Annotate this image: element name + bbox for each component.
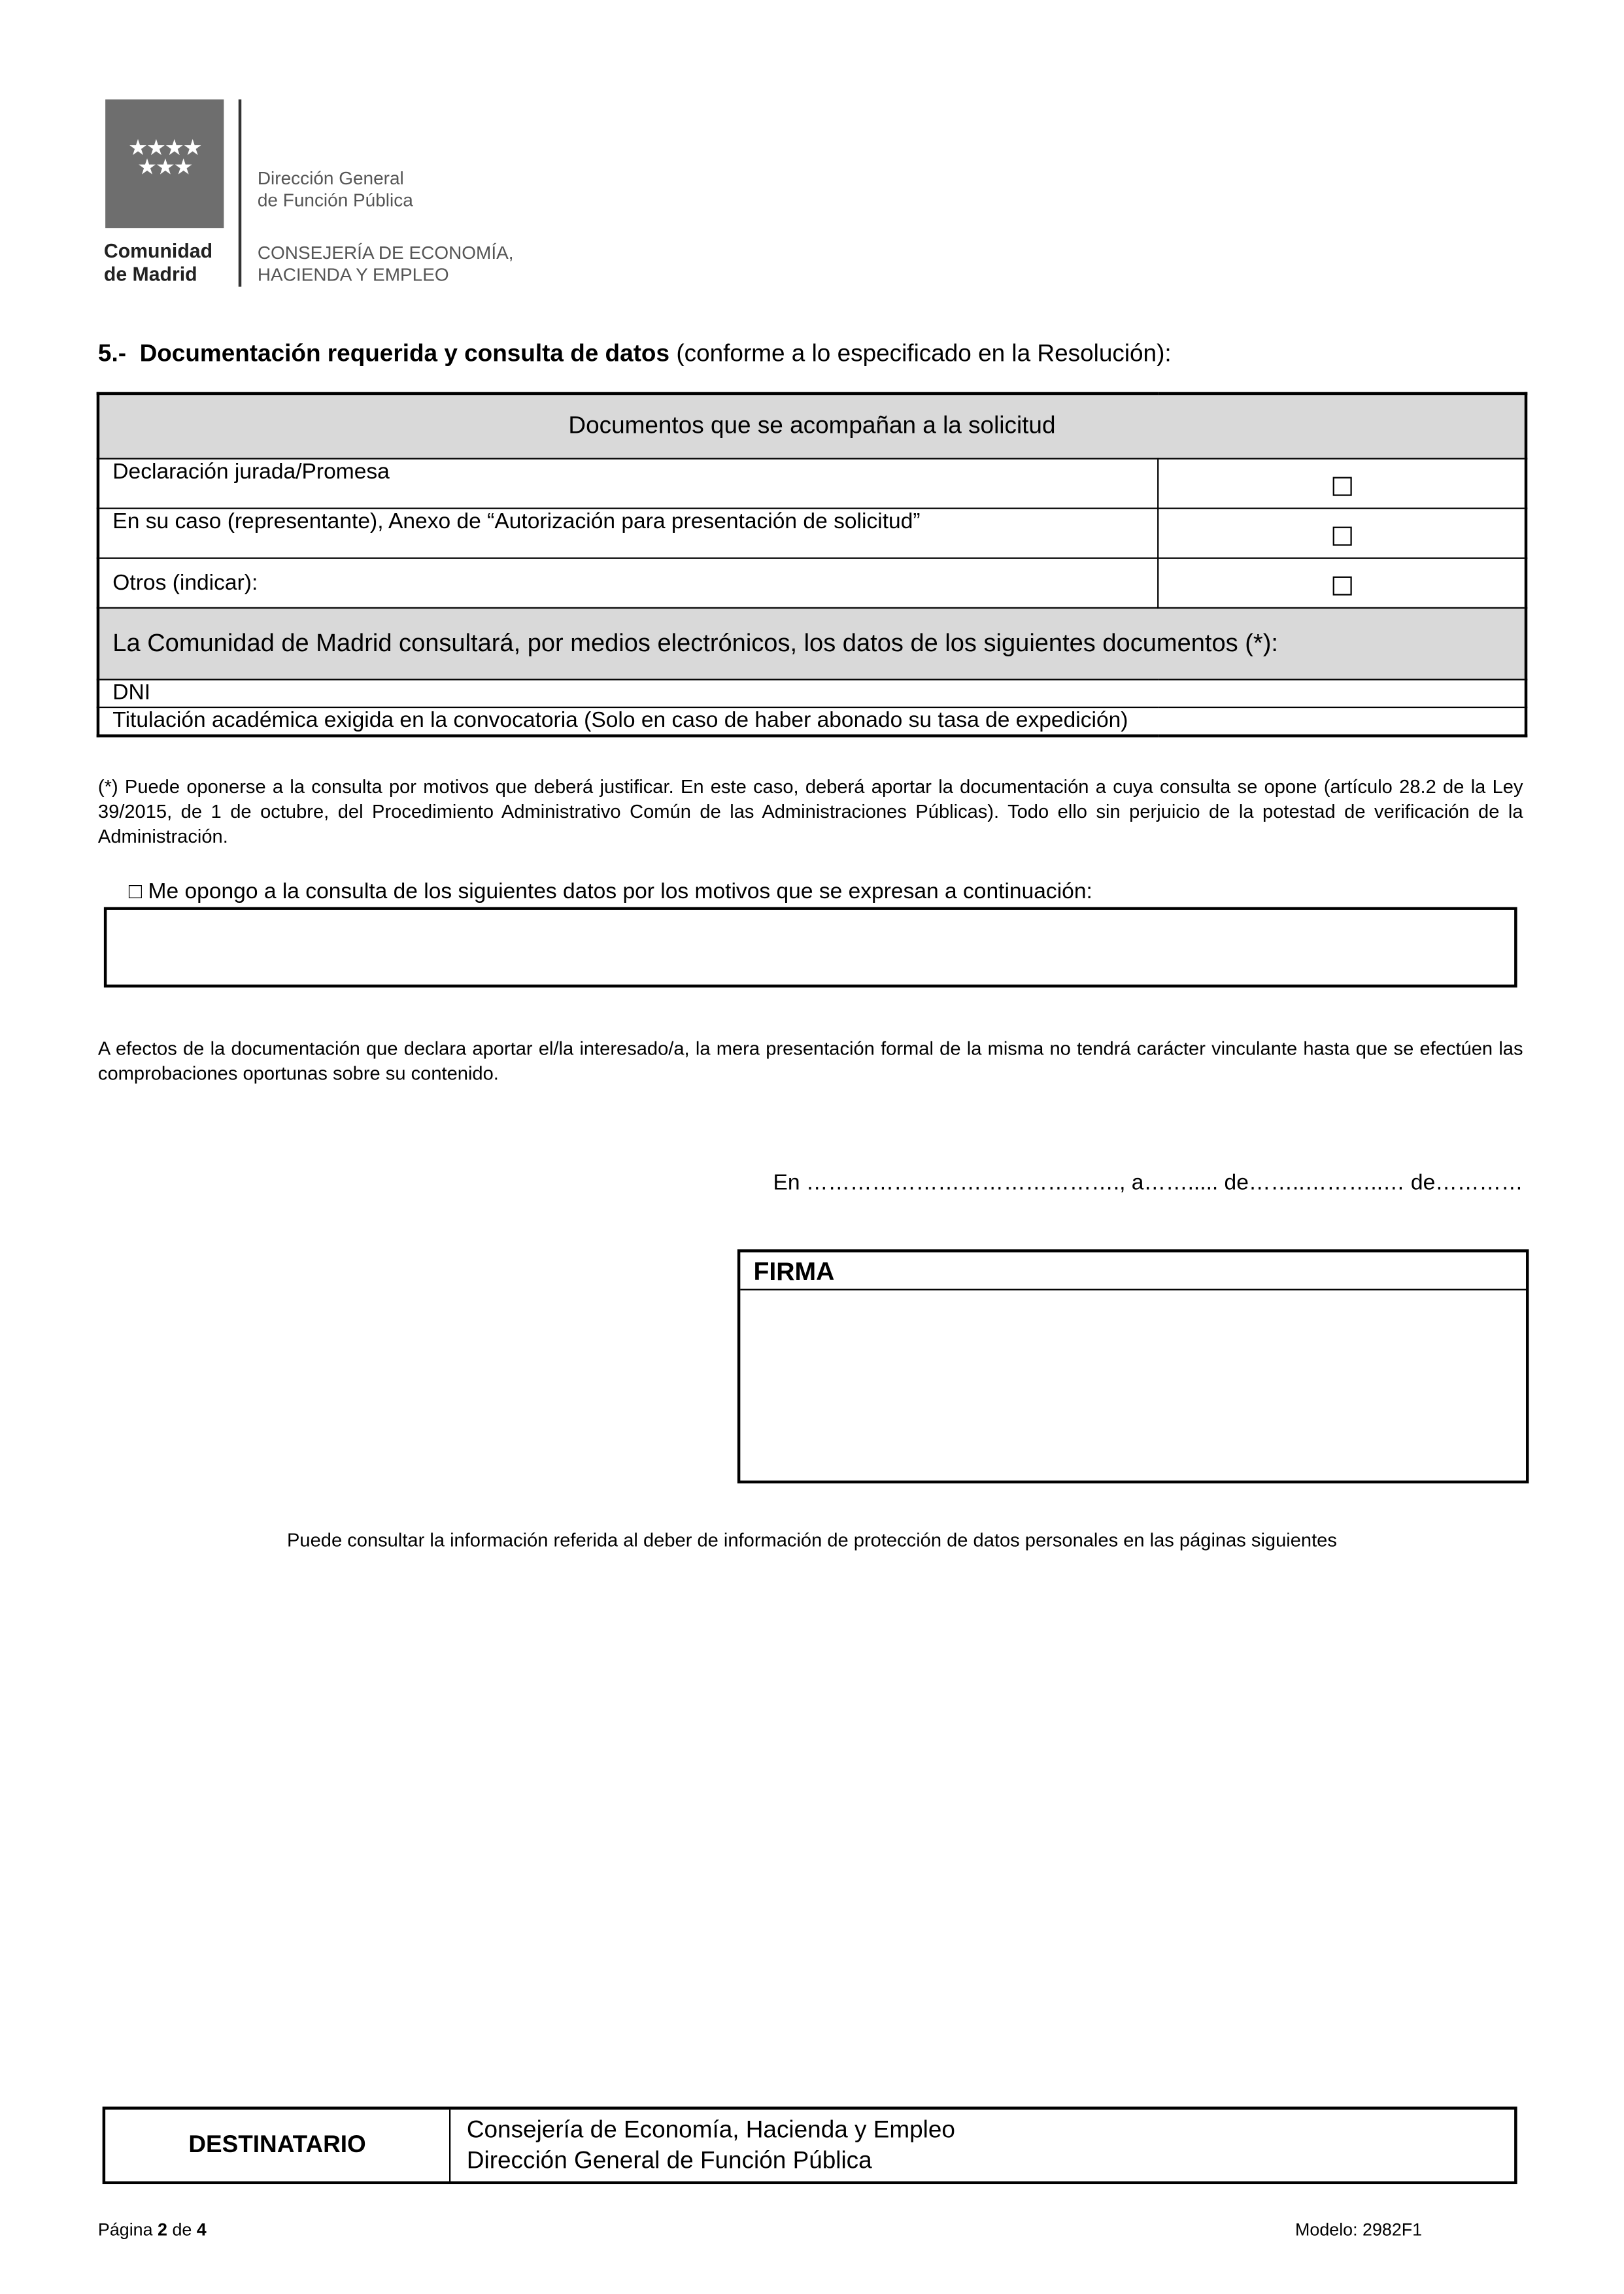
logo-divider — [239, 99, 241, 286]
destinatario-line: Consejería de Economía, Hacienda y Empleo — [466, 2117, 955, 2144]
stars-icon: ★★★★ ★★★ — [128, 136, 201, 180]
consult-item: DNI — [98, 679, 1526, 707]
logo-line: de Madrid — [103, 263, 197, 286]
destinatario-label: DESTINATARIO — [105, 2110, 450, 2182]
page-prefix: Página — [97, 2219, 158, 2240]
destinatario-box — [103, 2106, 1517, 2184]
table-row — [98, 558, 1526, 608]
place-date-line[interactable]: En ……………………………………., a……..... de……..………..… de………… — [773, 1170, 1523, 1196]
total-pages: 4 — [196, 2219, 207, 2240]
logo-line: Comunidad — [103, 239, 213, 262]
department-name — [258, 168, 413, 212]
document-checkbox-cell — [1158, 459, 1526, 509]
consult-item: Titulación académica exigida en la convocatoria (Solo en caso de haber abonado su tasa de expedición) — [98, 707, 1526, 736]
document-checkbox-cell — [1158, 509, 1526, 558]
table-row — [98, 459, 1526, 509]
oppose-option[interactable] — [129, 879, 1092, 904]
checkbox[interactable] — [1332, 577, 1351, 596]
section-title: Documentación requerida y consulta de datos — [139, 341, 670, 367]
section-heading — [98, 341, 1172, 369]
page-separator: de — [167, 2219, 197, 2240]
consult-note: (*) Puede oponerse a la consulta por motivos que deberá justificar. En este caso, deberá aportar la documentación a cuya consulta se opone (artículo 28.2 de la Ley 39/2015, de 1 de octubre, del Procedimiento Administrativo Común de las Administraciones Públicas). Todo ello sin perjuicio de la potestad de verificación de la Administración. — [97, 775, 1523, 847]
documents-table — [97, 392, 1528, 737]
current-page: 2 — [158, 2219, 167, 2240]
efectos-note: A efectos de la documentación que declara aportar el/la interesado/a, la mera presentación formal de la misma no tendrá carácter vinculante hasta que se efectúen las comprobaciones oportunas sobre su contenido. — [97, 1037, 1523, 1085]
oppose-checkbox[interactable]: □ — [128, 879, 143, 904]
document-label: En su caso (representante), Anexo de “Autorización para presentación de solicitud” — [98, 509, 1158, 558]
checkbox[interactable] — [1332, 527, 1351, 546]
document-checkbox-cell — [1158, 558, 1526, 608]
oppose-label: Me opongo a la consulta de los siguientes datos por los motivos que se expresan a continuación: — [148, 879, 1092, 904]
document-label: Otros (indicar): — [98, 558, 1158, 608]
consult-header: La Comunidad de Madrid consultará, por medios electrónicos, los datos de los siguientes documentos (*): — [98, 608, 1526, 680]
department-line: Dirección General — [257, 168, 404, 189]
checkbox[interactable] — [1332, 477, 1351, 496]
document-label: Declaración jurada/Promesa — [98, 459, 1158, 509]
destinatario-line: Dirección General de Función Pública — [466, 2148, 872, 2174]
consejeria-line: CONSEJERÍA DE ECONOMÍA, — [257, 243, 514, 263]
model-code: Modelo: 2982F1 — [1295, 2219, 1423, 2240]
data-protection-note: Puede consultar la información referida al deber de información de protección de datos personales en las páginas siguientes — [287, 1528, 1337, 1551]
consejeria-line: HACIENDA Y EMPLEO — [257, 265, 449, 286]
documents-header: Documentos que se acompañan a la solicitud — [98, 394, 1526, 459]
logo-name — [104, 240, 212, 287]
consejeria-name — [258, 243, 514, 286]
section-subtitle: (conforme a lo especificado en la Resolución): — [676, 341, 1172, 367]
page-number — [98, 2219, 207, 2240]
oppose-reasons-field[interactable] — [104, 907, 1517, 987]
section-number: 5.- — [97, 341, 127, 367]
destinatario-value — [450, 2110, 955, 2182]
signature-label: FIRMA — [740, 1253, 1526, 1290]
signature-box[interactable] — [737, 1249, 1529, 1483]
department-line: de Función Pública — [257, 190, 413, 211]
table-row — [98, 509, 1526, 558]
